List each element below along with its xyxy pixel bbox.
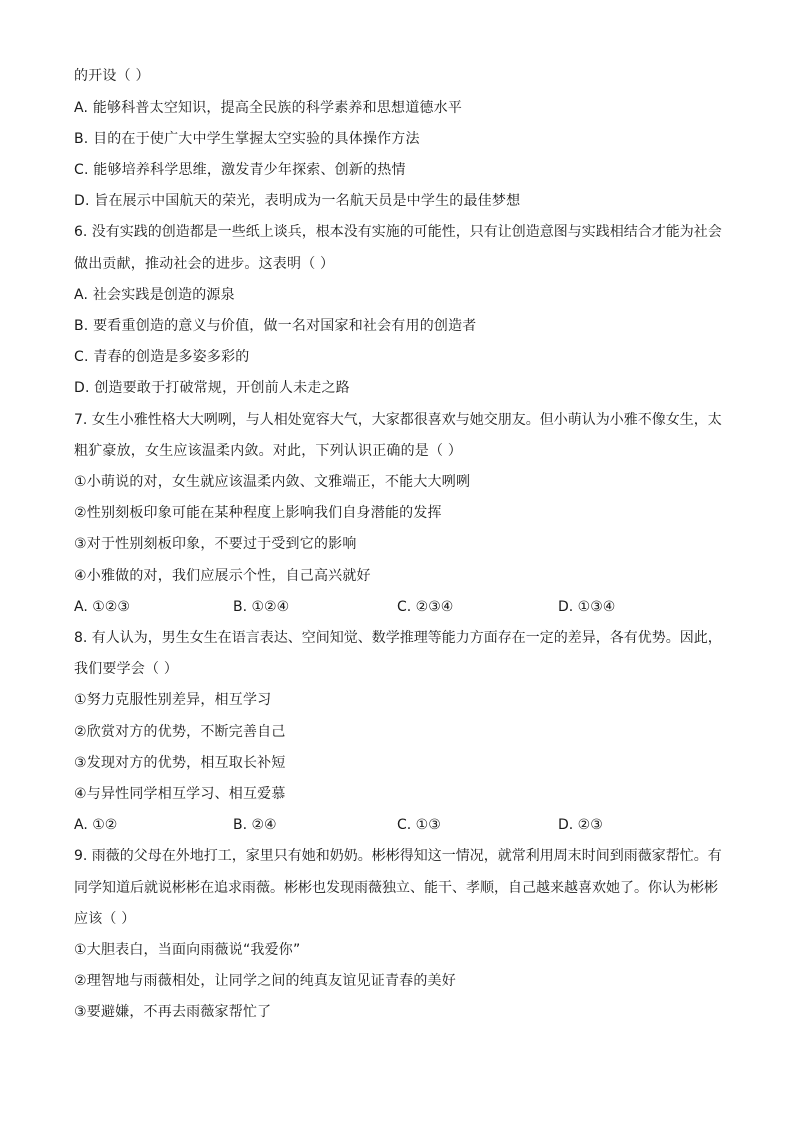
q6-option-d: D. 创造要敢于打破常规，开创前人未走之路 [74, 380, 350, 396]
q5-option-a: A. 能够科普太空知识，提高全民族的科学素养和思想道德水平 [74, 100, 463, 116]
q8-stem-line1: 8. 有人认为，男生女生在语言表达、空间知觉、数学推理等能力方面存在一定的差异，各有优势。因此， [74, 630, 722, 646]
q7-statement-3: ③对于性别刻板印象，不要过于受到它的影响 [74, 536, 357, 552]
q7-statement-1: ①小萌说的对，女生就应该温柔内敛、文雅端正，不能大大咧咧 [74, 474, 471, 490]
q7-stem-line1: 7. 女生小雅性格大大咧咧，与人相处宽容大气，大家都很喜欢与她交朋友。但小萌认为小雅不像女生，太 [74, 412, 722, 428]
q7-option-a: A. ①②③ [74, 599, 130, 615]
q8-option-d: D. ②③ [558, 817, 603, 833]
q5-option-d: D. 旨在展示中国航天的荣光，表明成为一名航天员是中学生的最佳梦想 [74, 193, 521, 209]
q9-stem-line3: 应该（ ） [74, 911, 136, 927]
q7-option-b: B. ①②④ [233, 599, 290, 615]
q9-statement-2: ②理智地与雨薇相处，让同学之间的纯真友谊见证青春的美好 [74, 973, 456, 989]
q9-statement-3: ③要避嫌，不再去雨薇家帮忙了 [74, 1004, 272, 1020]
q5-option-c: C. 能够培养科学思维，激发青少年探索、创新的热情 [74, 162, 406, 178]
q9-stem-line2: 同学知道后就说彬彬在追求雨薇。彬彬也发现雨薇独立、能干、孝顺，自己越来越喜欢她了。你认为彬彬 [74, 880, 718, 896]
q8-statement-3: ③发现对方的优势，相互取长补短 [74, 755, 286, 771]
q9-stem-line1: 9. 雨薇的父母在外地打工，家里只有她和奶奶。彬彬得知这一情况，就常利用周末时间到雨薇家帮忙。有 [74, 848, 722, 864]
q8-stem-line2: 我们要学会（ ） [74, 661, 179, 677]
q7-stem-line2: 粗犷豪放，女生应该温柔内敛。对此，下列认识正确的是（ ） [74, 443, 463, 459]
q6-stem-line2: 做出贡献，推动社会的进步。这表明（ ） [74, 256, 335, 272]
q9-statement-1: ①大胆表白，当面向雨薇说“我爱你” [74, 942, 301, 958]
q6-option-a: A. 社会实践是创造的源泉 [74, 287, 235, 303]
q6-stem-line1: 6. 没有实践的创造都是一些纸上谈兵，根本没有实施的可能性，只有让创造意图与实践相结合才能为社会 [74, 224, 722, 240]
q8-option-a: A. ①② [74, 817, 118, 833]
q5-stem-tail: 的开设（ ） [74, 68, 150, 84]
q7-statement-4: ④小雅做的对，我们应展示个性，自己高兴就好 [74, 568, 371, 584]
q7-statement-2: ②性别刻板印象可能在某种程度上影响我们自身潜能的发挥 [74, 505, 442, 521]
q6-option-b: B. 要看重创造的意义与价值，做一名对国家和社会有用的创造者 [74, 318, 477, 334]
q6-option-c: C. 青春的创造是多姿多彩的 [74, 349, 250, 365]
q8-option-b: B. ②④ [233, 817, 277, 833]
q8-statement-4: ④与异性同学相互学习、相互爱慕 [74, 786, 286, 802]
q7-option-c: C. ②③④ [397, 599, 454, 615]
q8-option-c: C. ①③ [397, 817, 441, 833]
q8-statement-1: ①努力克服性别差异，相互学习 [74, 692, 272, 708]
q8-statement-2: ②欣赏对方的优势，不断完善自己 [74, 724, 286, 740]
q5-option-b: B. 目的在于使广大中学生掌握太空实验的具体操作方法 [74, 131, 420, 147]
q7-option-d: D. ①③④ [558, 599, 616, 615]
